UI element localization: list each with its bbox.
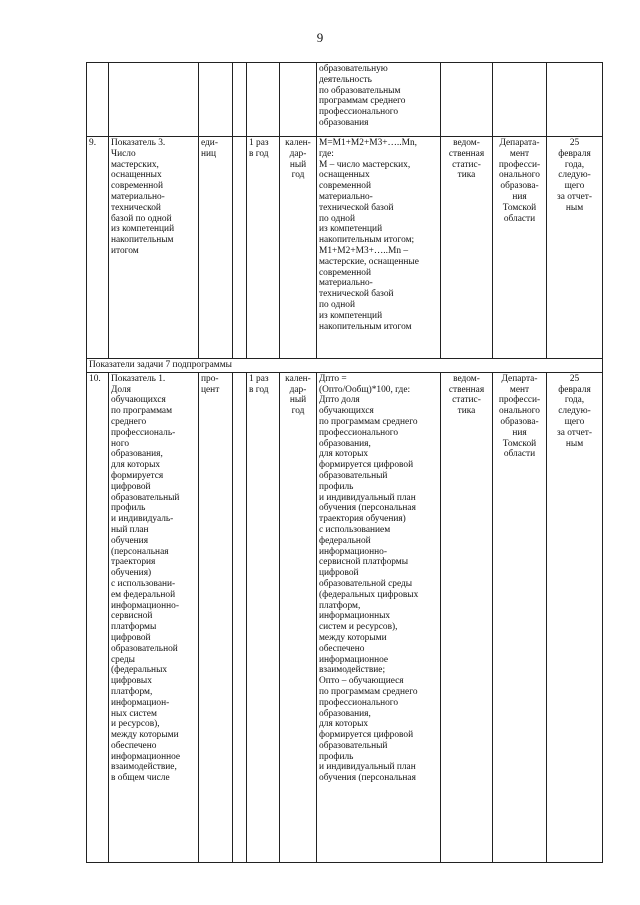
cell-num: 10. bbox=[87, 372, 109, 862]
table-row-10 bbox=[87, 372, 603, 862]
cell-method: ведом- ственная статис- тика bbox=[441, 372, 493, 862]
cell-num: 9. bbox=[87, 137, 109, 359]
cell-period: 1 раз в год bbox=[247, 372, 280, 862]
cell-responsible: Депарата- мент професси- онального образова- ния Томской области bbox=[493, 137, 547, 359]
cell-narrow bbox=[233, 137, 247, 359]
cell-name: Показатель 1. Доля обучающихся по программам среднего профессиональ- ного образования, для которых формируется цифровой образовательный профиль и индивидуаль- ный план обучения (персональная траектория обучения) с использовани- ем федеральной информационно- сервисной платформы цифровой образовательной среды (федеральных цифровых платформ, информацион- ных систем и ресурсов), между которыми обеспечено информационное взаимодействие, в общем числе bbox=[109, 372, 199, 862]
cell-method bbox=[441, 63, 493, 137]
cell-num bbox=[87, 63, 109, 137]
cell-type: кален- дар- ный год bbox=[280, 372, 317, 862]
cell-responsible: Департа- мент професси- онального образова- ния Томской области bbox=[493, 372, 547, 862]
cell-deadline bbox=[547, 63, 603, 137]
cell-deadline: 25 февраля года, следую- щего за отчет- ным bbox=[547, 137, 603, 359]
cell-responsible bbox=[493, 63, 547, 137]
cell-type: кален- дар- ный год bbox=[280, 137, 317, 359]
cell-formula: M=M1+M2+M3+…..Mn, где: M – число мастерских, оснащенных современной материально- технической базой по одной из компетенций накопительным итогом; M1+M2+M3+…..Mn – мастерские, оснащенные современной материально- технической базой по одной из компетенций накопительным итогом bbox=[317, 137, 441, 359]
cell-type bbox=[280, 63, 317, 137]
page-number: 9 bbox=[316, 30, 324, 45]
cell-period bbox=[247, 63, 280, 137]
cell-method: ведом- ственная статис- тика bbox=[441, 137, 493, 359]
cell-name: Показатель 3. Число мастерских, оснащенных современной материально- технической базой по одной из компетенций накопительным итогом bbox=[109, 137, 199, 359]
indicators-table bbox=[86, 62, 603, 863]
cell-name bbox=[109, 63, 199, 137]
cell-narrow bbox=[233, 372, 247, 862]
section-row bbox=[87, 359, 603, 373]
cell-period: 1 раз в год bbox=[247, 137, 280, 359]
cell-narrow bbox=[233, 63, 247, 137]
cell-unit: про- цент bbox=[199, 372, 233, 862]
cell-formula: Дпто = (Опто/Ообщ)*100, где: Дпто доля обучающихся по программам среднего профессионального образования, для которых формируется цифровой образовательный профиль и индивидуальный план обучения (персональная траектория обучения) с использованием федеральной информационно- сервисной платформы цифровой образовательной среды (федеральных цифровых платформ, информационных систем и ресурсов), между которыми обеспечено информационное взаимодействие; Опто – обучающиеся по программам среднего профессионального образования, для которых формируется цифровой образовательный профиль и индивидуальный план обучения (персональная bbox=[317, 372, 441, 862]
cell-unit: еди- ниц bbox=[199, 137, 233, 359]
table-row-9 bbox=[87, 137, 603, 359]
cell-deadline: 25 февраля года, следую- щего за отчет- ным bbox=[547, 372, 603, 862]
section-title: Показатели задачи 7 подпрограммы bbox=[87, 359, 603, 373]
cell-unit bbox=[199, 63, 233, 137]
cell-formula: образовательную деятельность по образовательным программам среднего профессионального образования bbox=[317, 63, 441, 137]
table-row-continuation bbox=[87, 63, 603, 137]
